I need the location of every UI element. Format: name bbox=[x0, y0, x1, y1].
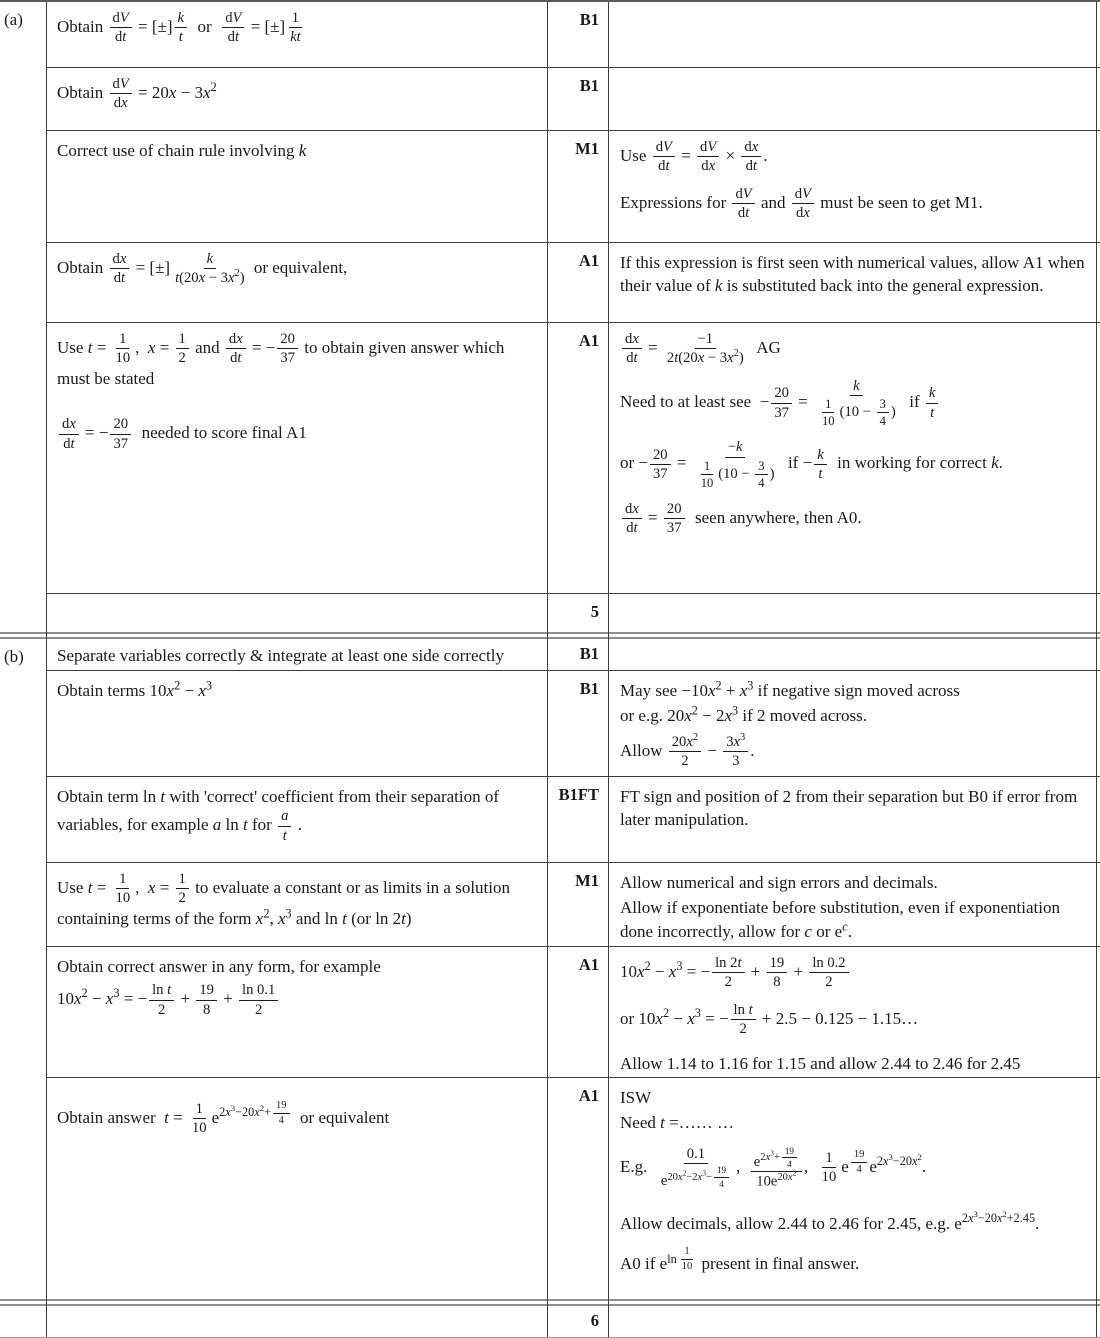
math-paragraph: Use $\frac{dV}{dt}$ = $\frac{dV}{dx}$ × $\frac{dx}{dt}$ . bbox=[620, 139, 768, 175]
mark-cell bbox=[547, 639, 608, 670]
mark-cell bbox=[547, 2, 608, 67]
math-paragraph: $10x^2 - x^3$ = − $\frac{\text{ln t}}{2}$ + $\frac{19}{8}$ + $\frac{\ln 0.1}{2}$ bbox=[57, 982, 537, 1018]
math-paragraph: Allow 1.14 to 1.16 for 1.15 and allow 2.44 to 2.46 for 2.45 bbox=[620, 1053, 1021, 1073]
math-paragraph: Correct use of chain rule involving k bbox=[57, 141, 307, 160]
math-paragraph: Obtain $\frac{dx}{dt}$ = [±] $\frac{k}{t(20x - 3x^2)}$ or equivalent, bbox=[57, 251, 348, 287]
answer-cell bbox=[46, 323, 547, 593]
answer-cell bbox=[46, 594, 547, 632]
mark-cell bbox=[547, 1078, 608, 1299]
total-marks-label: 6 bbox=[590, 1311, 599, 1330]
answer-cell bbox=[46, 243, 547, 322]
vertical-border-right bbox=[1096, 2, 1097, 1337]
answer-cell bbox=[46, 131, 547, 242]
math-paragraph: or e.g. $20x^2 - 2x^3$ if 2 moved across. bbox=[620, 703, 868, 726]
mark-label: B1 bbox=[579, 76, 599, 95]
table-row bbox=[46, 67, 1100, 130]
answer-cell bbox=[46, 2, 547, 67]
guidance-cell bbox=[608, 671, 1100, 776]
answer-cell bbox=[46, 1306, 547, 1337]
part-label-a: (a) bbox=[4, 10, 23, 29]
section-b-total bbox=[0, 1306, 1100, 1337]
mark-cell bbox=[547, 323, 608, 593]
mark-label: B1FT bbox=[558, 785, 599, 804]
mark-label: M1 bbox=[575, 139, 599, 158]
mark-cell bbox=[547, 131, 608, 242]
math-paragraph: $\frac{dx}{dt}$ = $\frac{-1}{2t(20x - 3x^2)}$ AG bbox=[620, 331, 1092, 367]
table-row bbox=[46, 242, 1100, 322]
table-row bbox=[46, 670, 1100, 776]
table-row bbox=[46, 862, 1100, 946]
math-paragraph: Expressions for $\frac{dV}{dt}$ and $\frac{dV}{dx}$ must be seen to get M1. bbox=[620, 185, 983, 222]
math-paragraph: If this expression is first seen with numerical values, allow A1 when their value of k is substituted back into the general expression. bbox=[620, 253, 1085, 296]
guidance-cell bbox=[608, 639, 1100, 670]
mark-label: A1 bbox=[578, 331, 599, 350]
guidance-cell bbox=[608, 68, 1100, 130]
mark-label: A1 bbox=[578, 955, 599, 974]
vertical-border-marks bbox=[608, 2, 609, 1337]
math-paragraph: or $10x^2 - x^3$ = − $\frac{\text{ln t}}{2}$ + 2.5 − 0.125 − 1.15… bbox=[620, 1001, 919, 1038]
section-separator bbox=[0, 1299, 1100, 1306]
math-paragraph: Obtain term ln t with 'correct' coefficient from their separation of variables, for example a ln t for $\frac{a}{t}$ . bbox=[57, 787, 500, 844]
mark-label: M1 bbox=[575, 871, 599, 890]
table-row bbox=[46, 2, 1100, 67]
math-paragraph: Obtain answer t = $\frac{1}{10}$ $e^{2x^3-20x^2+ \frac{19}{4}}$ or equivalent bbox=[57, 1100, 390, 1137]
vertical-border-part bbox=[46, 2, 47, 1337]
section-a bbox=[0, 2, 1100, 632]
math-paragraph: E.g. 0.1 $e^{20x^2-2x^3- \frac{19}{4}}$ , $e^{2x^3+ \frac{19}{4}}$ $10e^{20x^2}$ , $\frac{1}{10}$ e $^{\frac{19}{4}}$ $e^{2x^3-20x^2}$. bbox=[620, 1145, 927, 1190]
math-paragraph: $\frac{dx}{dt}$ = − $\frac{20}{37}$ needed to score final A1 bbox=[57, 416, 537, 452]
math-paragraph: ISW bbox=[620, 1088, 652, 1107]
section-separator bbox=[0, 632, 1100, 639]
answer-cell bbox=[46, 671, 547, 776]
total-row bbox=[46, 1306, 1100, 1337]
part-label-empty bbox=[0, 1306, 46, 1337]
math-paragraph: Need t =…… … bbox=[620, 1113, 734, 1133]
table-row bbox=[46, 776, 1100, 862]
mark-label: B1 bbox=[579, 679, 599, 698]
mark-cell bbox=[547, 243, 608, 322]
mark-cell bbox=[547, 947, 608, 1077]
guidance-cell bbox=[608, 863, 1100, 946]
table-row bbox=[46, 946, 1100, 1077]
guidance-cell bbox=[608, 1078, 1100, 1299]
math-paragraph: Obtain $\frac{dV}{dx}$ = $20x - 3x^2$ bbox=[57, 76, 217, 112]
total-marks-label: 5 bbox=[590, 602, 599, 621]
math-paragraph: $10x^2 - x^3$ = − $\frac{\ln 2t}{2}$ + $\frac{19}{8}$ + $\frac{\ln 0.2}{2}$ bbox=[620, 955, 1092, 991]
table-row bbox=[46, 322, 1100, 593]
answer-cell bbox=[46, 1078, 547, 1299]
math-paragraph: Use t = $\frac{1}{10}$ , x = $\frac{1}{2}$ to evaluate a constant or as limits in a solution containing terms of the form $x^2$, $x^3$ and ln t (or ln 2t) bbox=[57, 871, 511, 928]
guidance-cell bbox=[608, 323, 1100, 593]
guidance-cell bbox=[608, 2, 1100, 67]
math-paragraph: May see $-10x^2 + x^3$ if negative sign moved across bbox=[620, 678, 960, 700]
math-paragraph: FT sign and position of 2 from their separation but B0 if error from later manipulation. bbox=[620, 787, 1078, 830]
answer-cell bbox=[46, 777, 547, 862]
section-b bbox=[0, 639, 1100, 1299]
answer-cell bbox=[46, 947, 547, 1077]
math-paragraph: $\frac{dx}{dt}$ = $\frac{20}{37}$ seen anywhere, then A0. bbox=[620, 501, 1092, 537]
guidance-cell bbox=[608, 947, 1100, 1077]
guidance-cell bbox=[608, 1306, 1100, 1337]
guidance-cell bbox=[608, 131, 1100, 242]
answer-cell bbox=[46, 863, 547, 946]
math-paragraph: Allow decimals, allow 2.44 to 2.46 for 2.45, e.g. $e^{2x^3-20x^2+2.45}$. bbox=[620, 1209, 1040, 1233]
guidance-cell bbox=[608, 594, 1100, 632]
math-paragraph: Use t = $\frac{1}{10}$ , x = $\frac{1}{2}$ and $\frac{dx}{dt}$ = − $\frac{20}{37}$ to obtain given answer which must be stated bbox=[57, 331, 505, 388]
part-label-b: (b) bbox=[4, 647, 24, 666]
math-paragraph: Separate variables correctly & integrate at least one side correctly bbox=[57, 646, 504, 665]
answer-cell bbox=[46, 639, 547, 670]
guidance-cell bbox=[608, 777, 1100, 862]
mark-label: B1 bbox=[579, 10, 599, 29]
total-row bbox=[46, 593, 1100, 632]
guidance-cell bbox=[608, 243, 1100, 322]
math-paragraph: Obtain terms $10x^2 - x^3$ bbox=[57, 678, 212, 700]
mark-label: A1 bbox=[578, 1086, 599, 1105]
mark-cell bbox=[547, 671, 608, 776]
mark-cell bbox=[547, 777, 608, 862]
vertical-border-answer bbox=[547, 2, 548, 1337]
math-paragraph: Allow if exponentiate before substitution, even if exponentiation done incorrectly, allow for c or $e^c$. bbox=[620, 898, 1060, 941]
math-paragraph: or − $\frac{20}{37}$ = −k $\frac{1}{10}$ (10 − $\frac{3}{4}$ ) if − $\frac{k}{t}$ in working for correct k. bbox=[620, 439, 1003, 490]
answer-cell bbox=[46, 68, 547, 130]
mark-cell bbox=[547, 68, 608, 130]
mark-cell bbox=[547, 1306, 608, 1337]
math-paragraph: Allow numerical and sign errors and decimals. bbox=[620, 873, 938, 892]
math-paragraph: Obtain $\frac{dV}{dt}$ = [±] $\frac{k}{t}$ or $\frac{dV}{dt}$ = [±] $\frac{1}{kt}$ bbox=[57, 10, 301, 46]
math-paragraph: A0 if $e^{ln \frac{1}{10}}$ present in final answer. bbox=[620, 1246, 860, 1274]
table-row bbox=[46, 1077, 1100, 1299]
mark-label: B1 bbox=[579, 644, 599, 663]
math-paragraph: Allow $\frac{20x^2}{2}$ − $\frac{3x^3}{3}$ . bbox=[620, 732, 755, 770]
mark-cell bbox=[547, 594, 608, 632]
mark-cell bbox=[547, 863, 608, 946]
table-row bbox=[46, 639, 1100, 670]
math-paragraph: Need to at least see − $\frac{20}{37}$ = k $\frac{1}{10}$ (10 − $\frac{3}{4}$ ) if $\frac{k}{t}$ bbox=[620, 378, 1092, 429]
math-paragraph: Obtain correct answer in any form, for example bbox=[57, 957, 381, 976]
mark-label: A1 bbox=[578, 251, 599, 270]
table-row bbox=[46, 130, 1100, 242]
